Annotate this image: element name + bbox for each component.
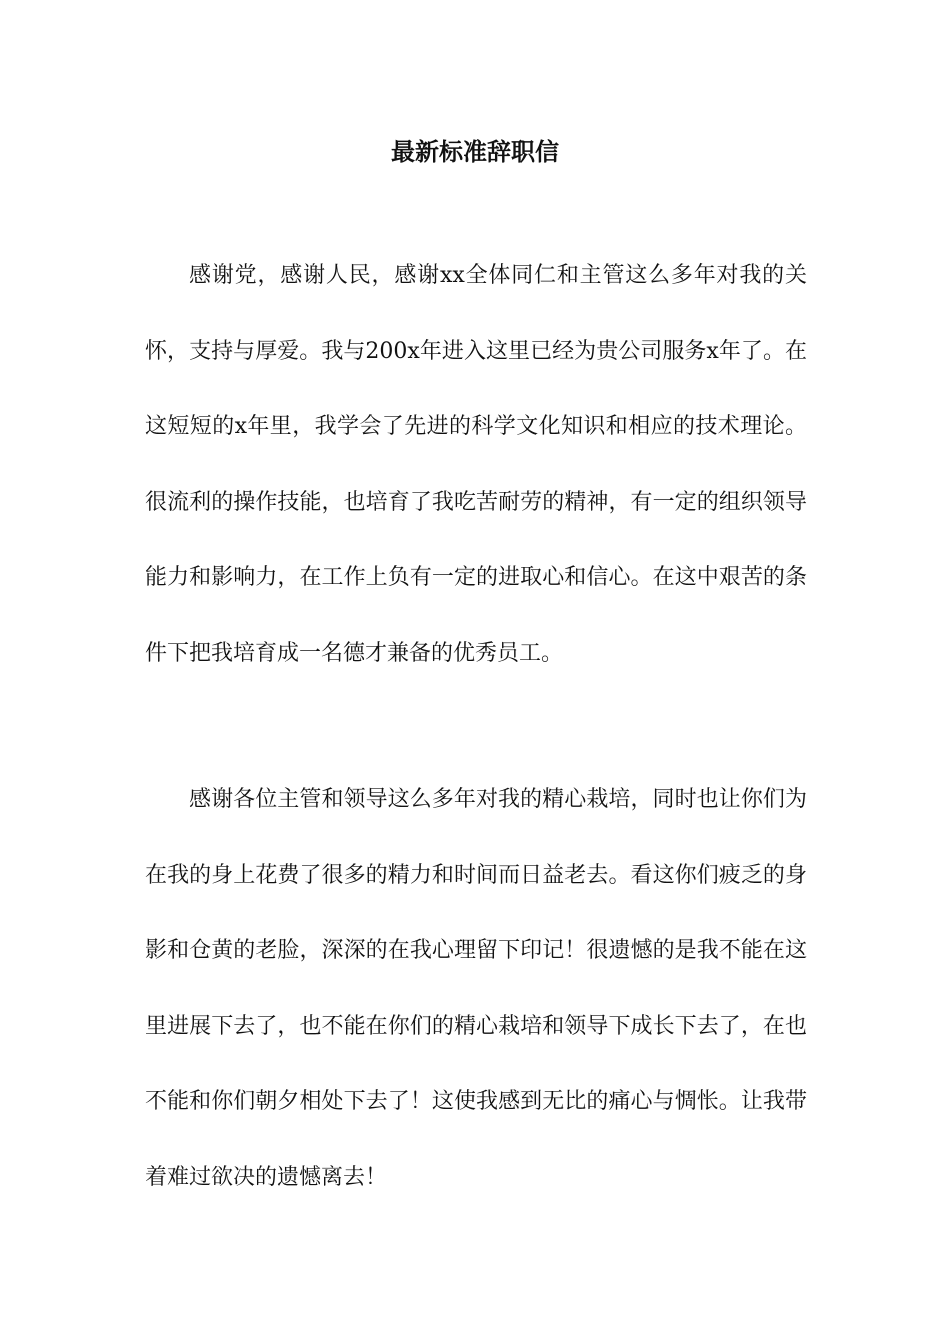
document-title: 最新标准辞职信 [391, 138, 559, 166]
body-paragraph-1: 感谢党，感谢人民，感谢xx全体同仁和主管这么多年对我的关怀，支持与厚爱。我与200x年进入这里已经为贵公司服务x年了。在这短短的x年里，我学会了先进的科学文化知识和相应的技术理论。很流利的操作技能，也培育了我吃苦耐劳的精神，有一定的组织领导能力和影响力，在工作上负有一定的进取心和信心。在这中艰苦的条件下把我培育成一名德才兼备的优秀员工。 [145, 263, 807, 666]
body-paragraph-2: 感谢各位主管和领导这么多年对我的精心栽培，同时也让你们为在我的身上花费了很多的精力和时间而日益老去。看这你们疲乏的身影和仓黄的老脸，深深的在我心理留下印记！很遗憾的是我不能在这里进展下去了，也不能在你们的精心栽培和领导下成长下去了，在也不能和你们朝夕相处下去了！这使我感到无比的痛心与惆怅。让我带着难过欲决的遗憾离去！ [145, 787, 807, 1190]
